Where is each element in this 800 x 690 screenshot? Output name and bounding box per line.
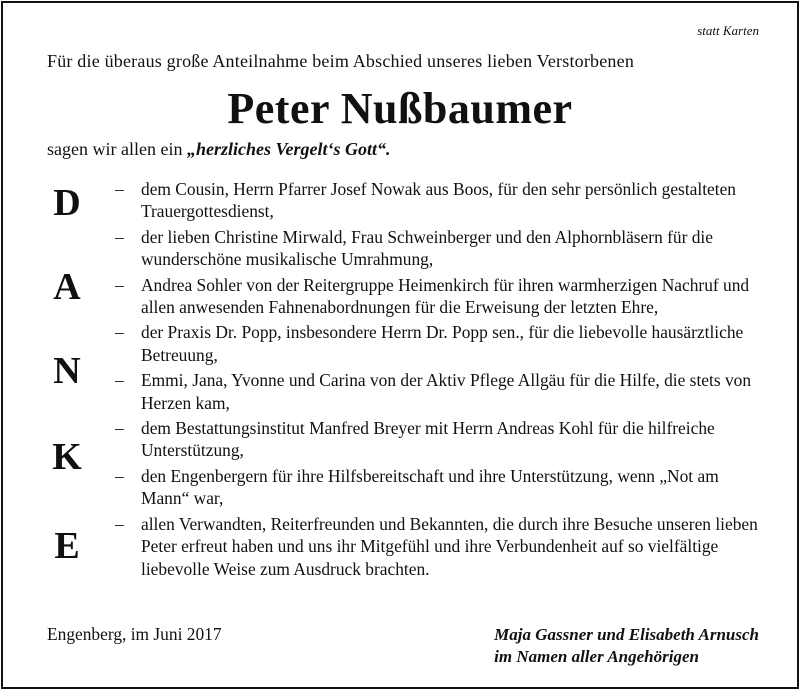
list-item-text: der Praxis Dr. Popp, insbesondere Herrn Dr. Popp sen., für die liebevolle hausärztliche Betreuung, — [141, 322, 744, 365]
signature — [494, 624, 759, 668]
list-item — [115, 321, 765, 366]
list-item — [115, 465, 765, 510]
list-item-text: den Engenbergern für ihre Hilfsbereitschaft und ihre Unterstützung, wenn „Not am Mann“ war, — [141, 465, 719, 509]
list-item-text: allen Verwandten, Reiterfreunden und Bekannten, die durch ihre Besuche unseren lieben Peter erfreut haben und uns ihr Mitgefühl und ihre Verbundenheit auf so vielfältige liebevolle Weise zum Ausdruck brachten. — [141, 513, 758, 579]
dash-marker: – — [115, 370, 124, 391]
thanks-list — [115, 178, 765, 580]
danke-letter-n: N — [53, 350, 81, 392]
dash-marker: – — [115, 322, 124, 343]
list-item-text: Andrea Sohler von der Reitergruppe Heimenkirch für ihren warmherzigen Nachruf und allen anwesenden Fahnenabordnungen für die Erweisung der letzten Ehre, — [141, 274, 750, 318]
list-item-text: Emmi, Jana, Yvonne und Carina von der Aktiv Pflege Allgäu für die Hilfe, die stets von Herzen kam, — [141, 370, 752, 413]
list-item — [115, 178, 765, 223]
dash-marker: – — [115, 465, 124, 486]
danke-letter-e: E — [54, 525, 80, 567]
list-item — [115, 513, 765, 580]
dash-marker: – — [115, 226, 124, 247]
signature-subline: im Namen aller Angehörigen — [494, 647, 699, 666]
dash-marker: – — [115, 179, 124, 199]
signature-names: Maja Gassner und Elisabeth Arnusch — [494, 625, 759, 644]
place-date: Engenberg, im Juni 2017 — [47, 624, 222, 644]
list-item — [115, 369, 765, 414]
deceased-name: Peter Nußbaumer — [227, 84, 573, 133]
danke-letter-a: A — [53, 266, 81, 308]
thanks-prefix: sagen wir allen ein — [47, 139, 183, 159]
list-item-text: dem Bestattungsinstitut Manfred Breyer mit Herrn Andreas Kohl für die hilfreiche Unterstützung, — [141, 418, 715, 461]
intro-text: Für die überaus große Anteilnahme beim Abschied unseres lieben Verstorbenen — [47, 51, 635, 71]
thanks-line — [47, 139, 390, 160]
thanks-emphasis: „herzliches Vergelt‘s Gott“. — [186, 139, 391, 159]
list-item — [115, 417, 765, 462]
statt-karten-note: statt Karten — [697, 23, 759, 38]
danke-letter-d: D — [53, 182, 81, 224]
list-item-text: der lieben Christine Mirwald, Frau Schweinberger und den Alphornbläsern für die wunderschöne musikalische Umrahmung, — [141, 226, 713, 270]
list-item-text: dem Cousin, Herrn Pfarrer Josef Nowak aus Boos, für den sehr persönlich gestalteten Trauergottesdienst, — [141, 179, 736, 222]
dash-marker: – — [115, 513, 124, 534]
list-item — [115, 226, 765, 271]
danke-letter-k: K — [52, 436, 82, 478]
obituary-card — [1, 1, 799, 689]
list-item — [115, 274, 765, 319]
dash-marker: – — [115, 418, 124, 439]
dash-marker: – — [115, 274, 124, 295]
